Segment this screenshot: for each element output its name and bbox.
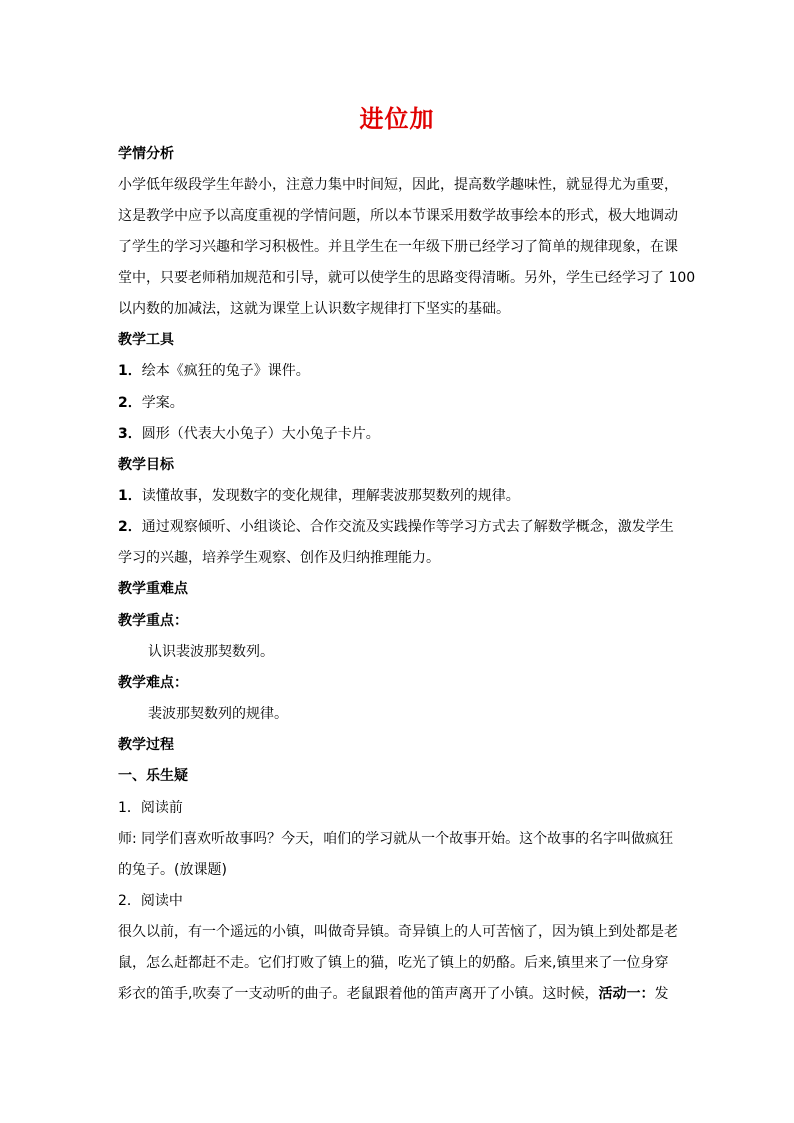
- difficult-point-label: 教学难点：: [118, 675, 188, 691]
- difficult-point-text: 裴波那契数列的规律。: [148, 706, 288, 722]
- heading-teaching-tools: 教学工具: [118, 332, 174, 348]
- list-item: [118, 393, 184, 413]
- paragraph-line: 鼠，怎么赶都赶不走。它们打败了镇上的猫，吃光了镇上的奶酪。后来,镇里来了一位身穿: [118, 955, 669, 971]
- list-number: 1．: [118, 363, 142, 379]
- heading-teaching-process: 教学过程: [118, 737, 174, 753]
- key-point-text: 认识裴波那契数列。: [148, 644, 274, 660]
- paragraph-line: 了学生的学习兴趣和学习积极性。并且学生在一年级下册已经学习了简单的规律现象，在课: [118, 239, 678, 255]
- list-text: 读懂故事，发现数字的变化规律，理解裴波那契数列的规律。: [141, 488, 520, 504]
- paragraph-text: 发: [654, 986, 669, 1002]
- list-text: 学案。: [141, 395, 184, 411]
- list-text: 通过观察倾听、小组谈论、合作交流及实践操作等学习方式去了解数学概念，激发学生: [141, 519, 674, 535]
- list-item: [118, 486, 520, 506]
- list-number: 3．: [118, 426, 142, 442]
- list-item: [118, 361, 310, 381]
- paragraph-line: 这是教学中应予以高度重视的学情问题，所以本节课采用数学故事绘本的形式，极大地调动: [118, 208, 678, 224]
- paragraph-line: 的兔子。(放课题): [118, 862, 227, 878]
- heading-situation-analysis: 学情分析: [118, 146, 174, 162]
- list-number: 2．: [118, 519, 142, 535]
- activity-label: 活动一：: [598, 986, 655, 1002]
- list-number: 2．: [118, 395, 142, 411]
- key-point-label: 教学重点：: [118, 613, 188, 629]
- paragraph-line: 小学低年级段学生年龄小，注意力集中时间短，因此，提高数学趣味性，就显得尤为重要，: [118, 177, 678, 193]
- page-title: 进位加: [359, 105, 435, 133]
- heading-teaching-goals: 教学目标: [118, 457, 174, 473]
- list-item: [118, 424, 380, 444]
- list-text: 圆形（代表大小兔子）大小兔子卡片。: [141, 426, 380, 442]
- list-item: [118, 517, 674, 537]
- list-text: 绘本《疯狂的兔子》课件。: [141, 363, 310, 379]
- paragraph-line: 堂中，只要老师稍加规范和引导，就可以使学生的思路变得清晰。另外，学生已经学习了 100: [118, 270, 696, 286]
- step-label: 2．阅读中: [118, 893, 183, 909]
- heading-key-difficult-points: 教学重难点: [118, 581, 188, 597]
- list-number: 1．: [118, 488, 142, 504]
- subheading-part-one: 一、乐生疑: [118, 768, 188, 784]
- step-label: 1．阅读前: [118, 800, 183, 816]
- paragraph-line: 以内数的加减法，这就为课堂上认识数字规律打下坚实的基础。: [118, 301, 510, 317]
- paragraph-line: 师: 同学们喜欢听故事吗？今天，咱们的学习就从一个故事开始。这个故事的名字叫做疯狂: [118, 831, 674, 847]
- paragraph-line: [118, 984, 668, 1004]
- paragraph-line: 很久以前，有一个遥远的小镇，叫做奇异镇。奇异镇上的人可苦恼了，因为镇上到处都是老: [118, 924, 678, 940]
- paragraph-text: 彩衣的笛手,吹奏了一支动听的曲子。老鼠跟着他的笛声离开了小镇。这时候，: [118, 986, 599, 1002]
- paragraph-line: 学习的兴趣，培养学生观察、创作及归纳推理能力。: [118, 550, 440, 566]
